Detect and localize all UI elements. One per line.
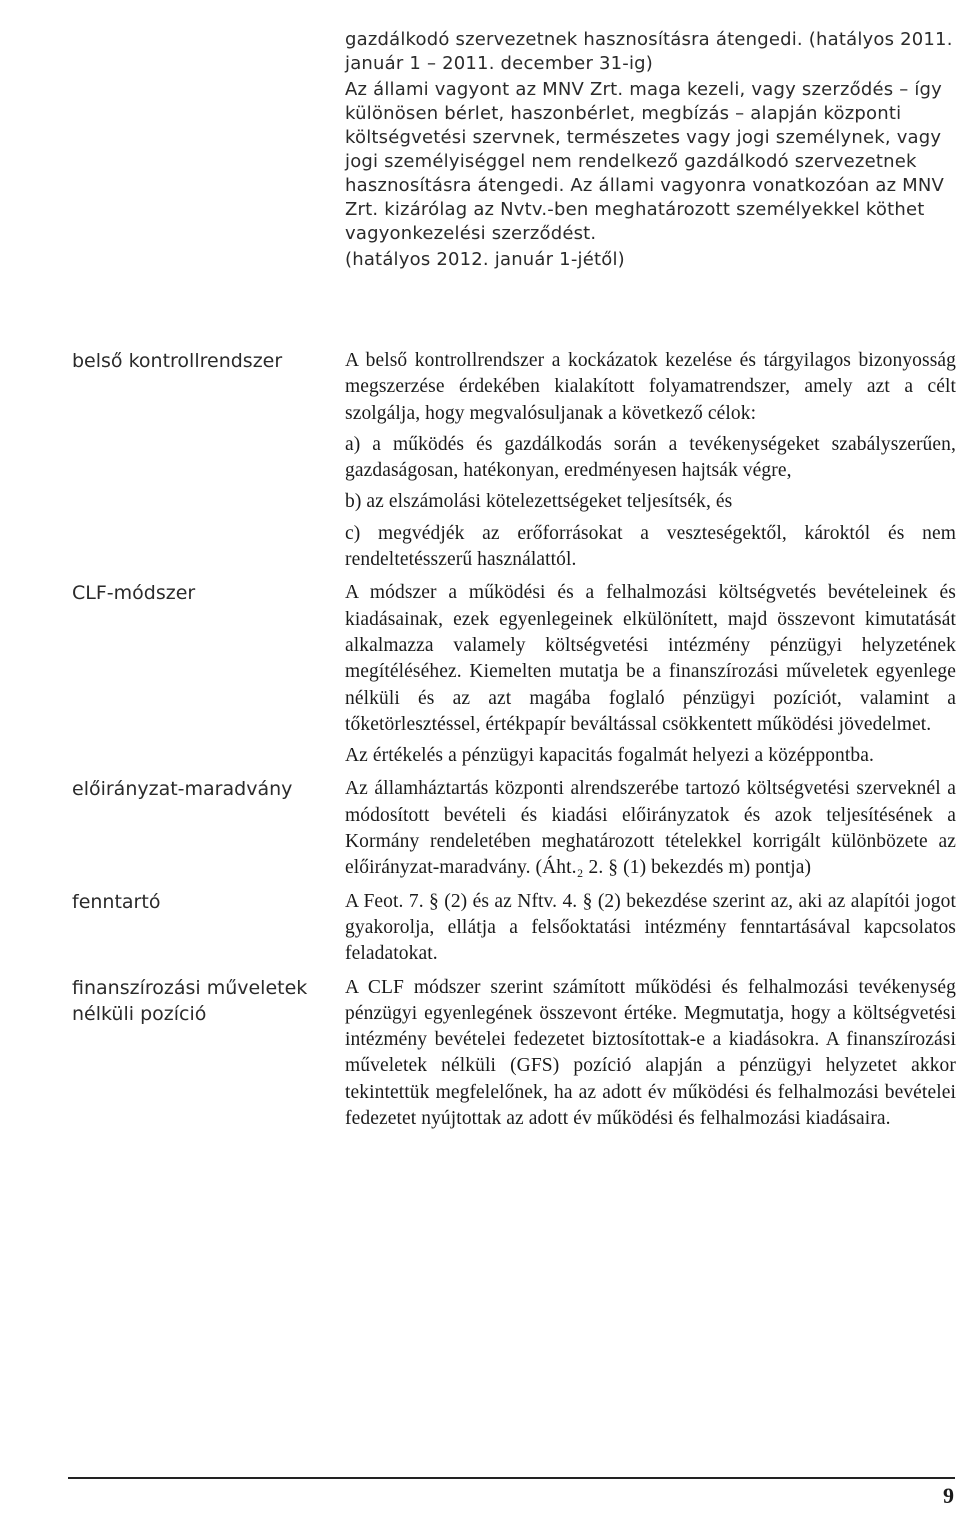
glossary-term: finanszírozási műveletek nélküli pozíció	[72, 976, 308, 1026]
glossary	[72, 348, 956, 1139]
glossary-entry	[72, 348, 956, 578]
glossary-term: fenntartó	[72, 890, 161, 913]
page-number: 9	[943, 1483, 954, 1508]
definition-paragraph: a) a működés és gazdálkodás során a tevékenységeket szabályszerűen, gazdaságosan, hatékonyan, eredményesen hajtsák végre,	[345, 433, 956, 482]
definition-paragraph: A Feot. 7. § (2) és az Nftv. 4. § (2) bekezdése szerint az, aki az alapítói jogot gyakorolja, ellátja a felsőoktatási intézmény fenntartásával kapcsolatos feladatokat.	[345, 890, 956, 965]
glossary-definition	[345, 889, 956, 973]
intro-paragraph: Az állami vagyont az MNV Zrt. maga kezeli, vagy szerződés – így különösen bérlet, haszonbérlet, megbízás – alapján központi költségvetési szervnek, természetes vagy jogi személynek, vagy jogi személyiséggel nem rendelkező gazdálkodó szervezetnek hasznosításra átengedi. Az állami vagyonra vonatkozóan az MNV Zrt. kizárólag az Nvtv.-ben meghatározott személyekkel köthet vagyonkezelési szerződést.	[345, 79, 945, 244]
glossary-definition	[345, 580, 956, 774]
glossary-entry	[72, 889, 956, 973]
definition-paragraph: A módszer a működési és a felhalmozási költségvetés bevételeinek és kiadásainak, ezek egyenlegeinek elkülönített, majd összevont kimutatását alkalmazza valamely költségvetési intézmény pénzügyi helyzetének megítéléséhez. Kiemelten mutatja be a finanszírozási műveletek egyenlege nélküli és az azt magába foglaló pénzügyi pozíciót, valamint a tőketörlesztéssel, értékpapír beváltással csökkentett működési jövedelmet.	[345, 582, 956, 735]
glossary-entry	[72, 776, 956, 886]
glossary-definition	[345, 776, 956, 886]
intro-text	[345, 28, 955, 274]
definition-paragraph: b) az elszámolási kötelezettségeket teljesítsék, és	[345, 491, 733, 513]
glossary-definition	[345, 975, 956, 1138]
intro-paragraph: (hatályos 2012. január 1-jétől)	[345, 249, 625, 270]
definition-paragraph: c) megvédjék az erőforrásokat a veszteségektől, károktól és nem rendeltetésszerű használattól.	[345, 522, 956, 571]
intro-paragraph: gazdálkodó szervezetnek hasznosításra átengedi. (hatályos 2011. január 1 – 2011. december 31-ig)	[345, 29, 953, 74]
definition-paragraph: Az államháztartás központi alrendszerébe tartozó költségvetési szerveknél a módosított bevételi és kiadási előirányzatok és azok teljesítésének a Kormány rendeletében meghatározott tételekkel korrigált különbözete az előirányzat-maradvány. (Áht.₂ 2. § (1) bekezdés m) pontja)	[345, 778, 956, 879]
definition-paragraph: A CLF módszer szerint számított működési és felhalmozási tevékenység pénzügyi egyenlegének összevont értéke. Megmutatja, hogy a költségvetési intézmény bevételei fedezetet biztosítottak-e a kiadásokra. A finanszírozási műveletek nélküli (GFS) pozíció alapján a pénzügyi helyzetet akkor tekintettük megfelelőnek, ha az adott év működési és felhalmozási bevételei fedezetet nyújtottak az adott év működési és felhalmozási kiadásaira.	[345, 976, 956, 1130]
definition-paragraph: A belső kontrollrendszer a kockázatok kezelése és tárgyilagos bizonyosság megszerzése érdekében kialakított folyamatrendszer, amely azt a célt szolgálja, hogy megvalósuljanak a következő célok:	[345, 350, 956, 424]
glossary-term: CLF-módszer	[72, 582, 196, 605]
glossary-term: belső kontrollrendszer	[72, 350, 283, 372]
definition-paragraph: Az értékelés a pénzügyi kapacitás fogalmát helyezi a középpontba.	[345, 745, 874, 767]
glossary-entry	[72, 580, 956, 774]
footer-divider	[68, 1477, 955, 1479]
glossary-entry	[72, 975, 956, 1138]
glossary-term: előirányzat-maradvány	[72, 778, 293, 801]
glossary-definition	[345, 348, 956, 578]
